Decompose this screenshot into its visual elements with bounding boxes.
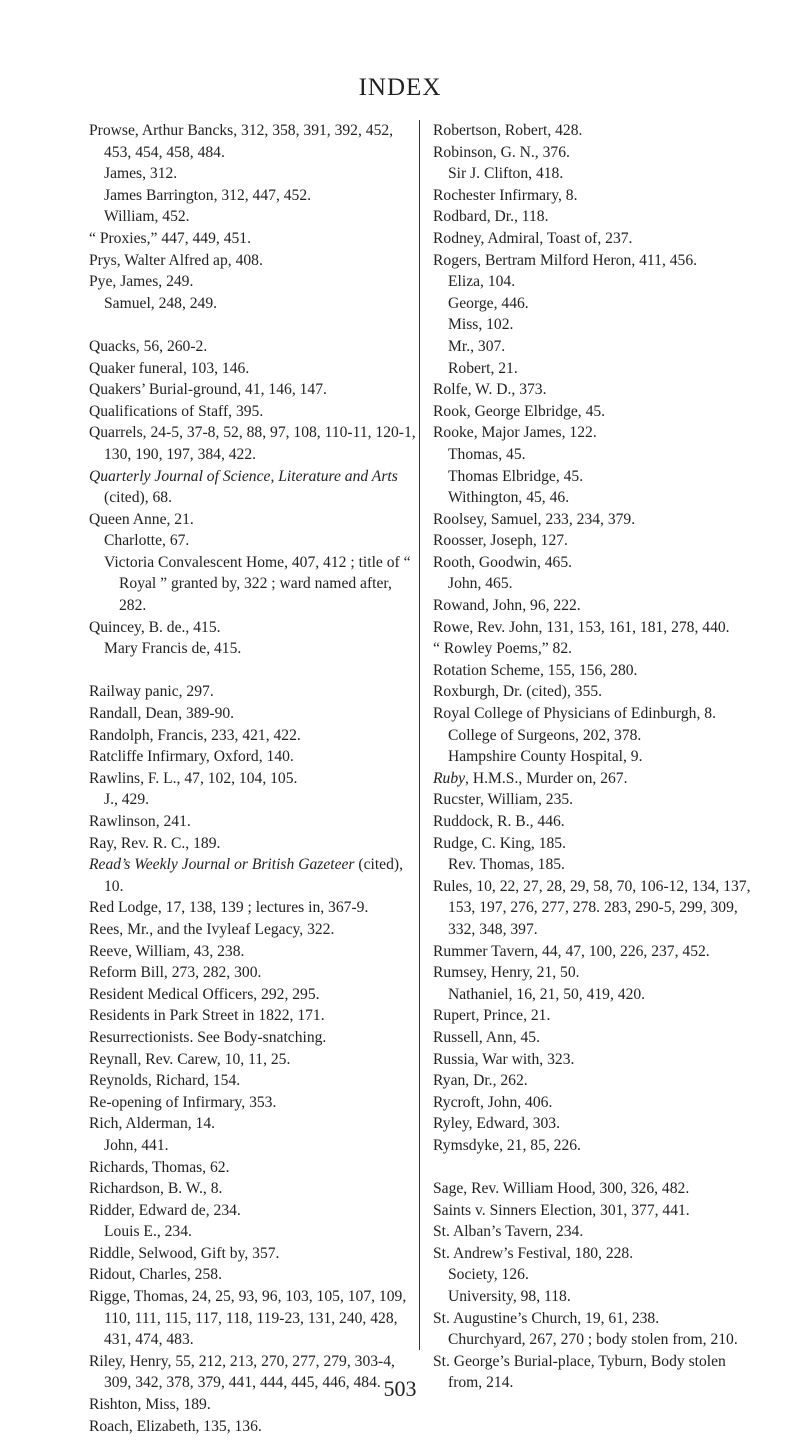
index-entry: Rodney, Admiral, Toast of, 237.	[433, 229, 633, 247]
index-entry: Rich, Alderman, 14.	[89, 1115, 216, 1133]
index-entry: Railway panic, 297.	[89, 683, 214, 701]
index-entry: Rooth, Goodwin, 465.	[433, 553, 573, 571]
index-entry: St. Augustine’s Church, 19, 61, 238.	[433, 1309, 660, 1327]
index-entry: Robertson, Robert, 428.	[433, 122, 583, 139]
index-entry: Ray, Rev. R. C., 189.	[89, 834, 221, 852]
index-entry: Prys, Walter Alfred ap, 408.	[89, 251, 263, 269]
index-entry: St. Alban’s Tavern, 234.	[433, 1223, 584, 1241]
page-title: INDEX	[358, 74, 442, 101]
index-entry: Roach, Elizabeth, 135, 136.	[89, 1417, 262, 1435]
index-subentry: Miss, 102.	[448, 316, 514, 334]
index-entry: Pye, James, 249.	[89, 273, 194, 291]
index-subentry: George, 446.	[448, 294, 529, 312]
index-entry: Reynall, Rev. Carew, 10, 11, 25.	[89, 1050, 291, 1068]
index-entry: “ Rowley Poems,” 82.	[433, 640, 573, 658]
index-entry: Robinson, G. N., 376.	[433, 143, 570, 161]
index-entry: Rochester Infirmary, 8.	[433, 186, 578, 204]
index-entry: Rooke, Major James, 122.	[433, 424, 597, 442]
index-entry: Russell, Ann, 45.	[433, 1028, 541, 1046]
index-entry	[89, 854, 419, 897]
index-subentry: John, 441.	[104, 1136, 169, 1154]
index-entry: Ridder, Edward de, 234.	[89, 1201, 241, 1219]
index-subentry: Robert, 21.	[448, 359, 518, 377]
index-entry: Rogers, Bertram Milford Heron, 411, 456.	[433, 251, 698, 269]
index-subentry: Thomas, 45.	[448, 445, 526, 463]
index-entry: Rolfe, W. D., 373.	[433, 381, 547, 399]
index-subentry: James Barrington, 312, 447, 452.	[104, 186, 312, 204]
italic-title: Read’s Weekly Journal or British Gazeteer	[89, 856, 355, 874]
index-subentry: Churchyard, 267, 270 ; body stolen from, 210.	[448, 1331, 738, 1349]
index-subentry: Mary Francis de, 415.	[104, 640, 242, 658]
index-entry: Quaker funeral, 103, 146.	[89, 359, 250, 377]
index-entry: “ Proxies,” 447, 449, 451.	[89, 229, 251, 247]
index-entry: Residents in Park Street in 1822, 171.	[89, 1007, 325, 1025]
index-subentry: Thomas Elbridge, 45.	[448, 467, 584, 485]
index-entry: Sage, Rev. William Hood, 300, 326, 482.	[433, 1180, 690, 1198]
index-entry: St. George’s Burial-place, Tyburn, Body stolen from, 214.	[433, 1352, 726, 1392]
index-entry: Royal College of Physicians of Edinburgh, 8.	[433, 705, 716, 723]
index-subentry: Louis E., 234.	[104, 1223, 192, 1241]
index-entry: Randall, Dean, 389-90.	[89, 705, 235, 723]
index-entry: Rymsdyke, 21, 85, 226.	[433, 1136, 581, 1154]
index-entry: Rucster, William, 235.	[433, 791, 574, 809]
index-entry: Rowe, Rev. John, 131, 153, 161, 181, 278, 440.	[433, 618, 730, 636]
index-entry: Rook, George Elbridge, 45.	[433, 402, 606, 420]
index-entry: Reynolds, Richard, 154.	[89, 1072, 241, 1090]
index-subentry: Eliza, 104.	[448, 273, 516, 291]
index-entry: Rules, 10, 22, 27, 28, 29, 58, 70, 106-12, 134, 137, 153, 197, 276, 277, 278. 283, 290-5, 299, 309, 332, 348, 397.	[433, 877, 751, 938]
index-entry: Resident Medical Officers, 292, 295.	[89, 985, 320, 1003]
index-entry: Red Lodge, 17, 138, 139 ; lectures in, 367-9.	[89, 899, 369, 917]
index-entry: Rupert, Prince, 21.	[433, 1007, 551, 1025]
index-subentry: John, 465.	[448, 575, 513, 593]
index-entry: Rodbard, Dr., 118.	[433, 208, 549, 226]
italic-title: Quarterly Journal of Science, Literature and Arts	[89, 467, 398, 485]
index-column-right	[419, 120, 763, 1392]
index-subentry: Rev. Thomas, 185.	[448, 856, 565, 874]
index-entry: Queen Anne, 21.	[89, 510, 194, 528]
index-entry: Re-opening of Infirmary, 353.	[89, 1093, 277, 1111]
index-entry: Rudge, C. King, 185.	[433, 834, 566, 852]
index-entry: Roosser, Joseph, 127.	[433, 532, 568, 550]
entry-references: (cited), 10.	[104, 856, 403, 895]
index-entry: Rigge, Thomas, 24, 25, 93, 96, 103, 105, 107, 109, 110, 111, 115, 117, 118, 119-23, 131, 240, 428, 431, 474, 483.	[89, 1288, 407, 1349]
index-subentry: University, 98, 118.	[448, 1288, 571, 1306]
index-entry: Roxburgh, Dr. (cited), 355.	[433, 683, 603, 701]
entry-references: , H.M.S., Murder on, 267.	[465, 769, 628, 787]
index-entry: Ratcliffe Infirmary, Oxford, 140.	[89, 748, 294, 766]
index-subentry: Sir J. Clifton, 418.	[448, 165, 564, 183]
index-entry: St. Andrew’s Festival, 180, 228.	[433, 1244, 634, 1262]
index-entry: Ryley, Edward, 303.	[433, 1115, 560, 1133]
index-entry: Roolsey, Samuel, 233, 234, 379.	[433, 510, 636, 528]
italic-title: Ruby	[433, 769, 466, 787]
index-subentry: Mr., 307.	[448, 337, 506, 355]
index-subentry: Society, 126.	[448, 1266, 529, 1284]
index-entry: Rotation Scheme, 155, 156, 280.	[433, 661, 638, 679]
index-entry: Rowand, John, 96, 222.	[433, 597, 581, 615]
index-entry: Rummer Tavern, 44, 47, 100, 226, 237, 452.	[433, 942, 710, 960]
index-subentry: Victoria Convalescent Home, 407, 412 ; title of “ Royal ” granted by, 322 ; ward named after, 282.	[104, 553, 411, 615]
index-entry: Richards, Thomas, 62.	[89, 1158, 230, 1176]
index-entry: Prowse, Arthur Bancks, 312, 358, 391, 392, 452, 453, 454, 458, 484.	[89, 122, 394, 161]
index-subentry: College of Surgeons, 202, 378.	[448, 726, 642, 744]
index-entry: Rawlins, F. L., 47, 102, 104, 105.	[89, 769, 298, 787]
index-entry	[89, 466, 419, 509]
index-subentry: J., 429.	[104, 791, 150, 809]
index-entry: Ridout, Charles, 258.	[89, 1266, 222, 1284]
index-entry: Rees, Mr., and the Ivyleaf Legacy, 322.	[89, 920, 335, 938]
index-entry: Riddle, Selwood, Gift by, 357.	[89, 1244, 280, 1262]
index-entry	[433, 768, 763, 790]
index-entry: Quakers’ Burial-ground, 41, 146, 147.	[89, 381, 327, 399]
index-entry: Qualifications of Staff, 395.	[89, 402, 264, 420]
index-entry: Rawlinson, 241.	[89, 813, 191, 830]
index-subentry: Hampshire County Hospital, 9.	[448, 748, 643, 766]
index-entry: Rycroft, John, 406.	[433, 1093, 553, 1111]
index-subentry: Nathaniel, 16, 21, 50, 419, 420.	[448, 985, 646, 1003]
index-entry: Richardson, B. W., 8.	[89, 1180, 223, 1198]
index-entry: Resurrectionists. See Body-snatching.	[89, 1028, 327, 1046]
index-entry: Reform Bill, 273, 282, 300.	[89, 964, 262, 982]
index-entry: Rumsey, Henry, 21, 50.	[433, 964, 580, 982]
index-subentry: Charlotte, 67.	[104, 532, 190, 550]
index-entry: Russia, War with, 323.	[433, 1050, 575, 1068]
index-entry: Quincey, B. de., 415.	[89, 618, 221, 636]
index-subentry: Samuel, 248, 249.	[104, 294, 218, 312]
index-column-left	[89, 120, 419, 1437]
index-entry: Reeve, William, 43, 238.	[89, 942, 245, 960]
index-subentry: James, 312.	[104, 165, 178, 183]
index-entry: Quacks, 56, 260-2.	[89, 337, 208, 355]
index-subentry: William, 452.	[104, 208, 190, 226]
index-entry: Riley, Henry, 55, 212, 213, 270, 277, 279, 303-4, 309, 342, 378, 379, 441, 444, 445, 446, 484.	[89, 1352, 395, 1392]
index-subentry: Withington, 45, 46.	[448, 489, 570, 507]
index-entry: Ruddock, R. B., 446.	[433, 813, 565, 830]
index-entry: Saints v. Sinners Election, 301, 377, 441.	[433, 1201, 690, 1219]
index-entry: Rishton, Miss, 189.	[89, 1396, 211, 1414]
index-entry: Quarrels, 24-5, 37-8, 52, 88, 97, 108, 110-11, 120-1, 130, 190, 197, 384, 422.	[89, 424, 416, 463]
index-entry: Ryan, Dr., 262.	[433, 1072, 528, 1090]
entry-references: (cited), 68.	[104, 489, 172, 507]
page-number: 503	[383, 1376, 417, 1401]
index-entry: Randolph, Francis, 233, 421, 422.	[89, 726, 301, 744]
